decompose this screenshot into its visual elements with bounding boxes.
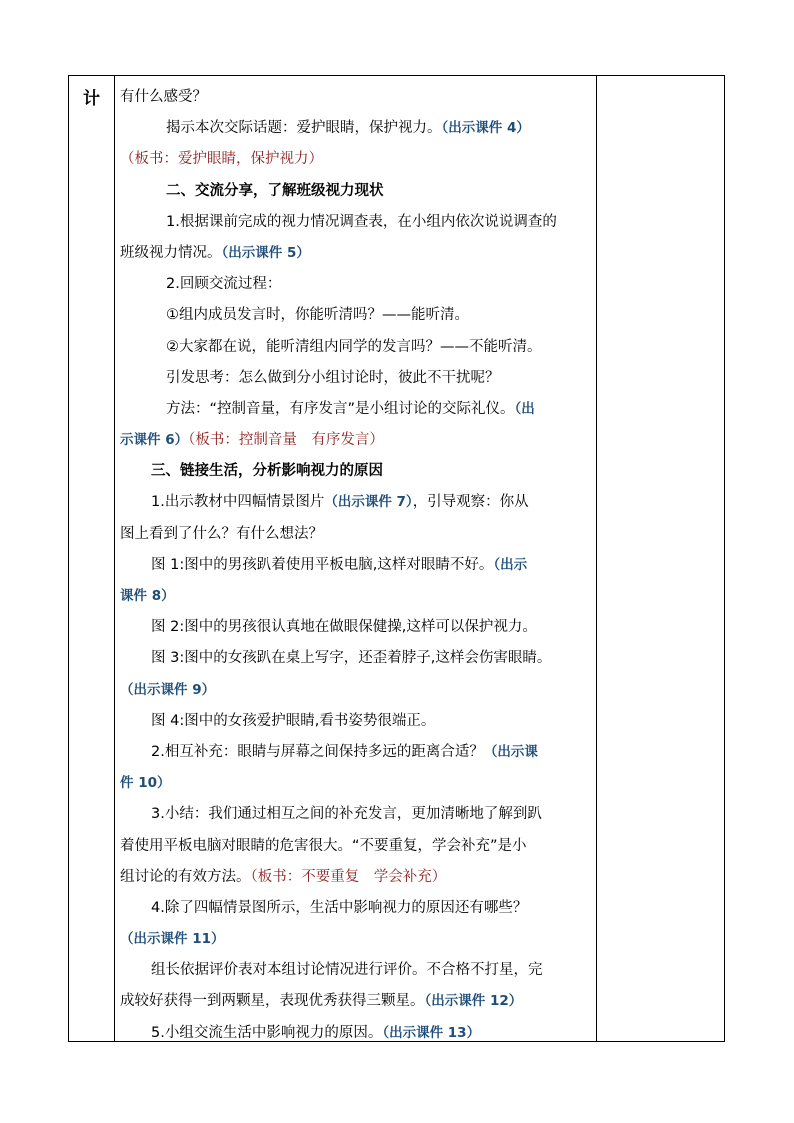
text-segment: 班级视力情况。 xyxy=(120,244,222,261)
text-line xyxy=(120,363,592,394)
text-line xyxy=(120,519,592,550)
text-segment: ②大家都在说，能听清组内同学的发言吗？——不能听清。 xyxy=(166,338,542,355)
text-line xyxy=(120,893,592,924)
text-segment: 组讨论的有效方法。 xyxy=(120,868,251,885)
text-segment: 引发思考：怎么做到分小组讨论时，彼此不干扰呢？ xyxy=(166,369,500,386)
text-line xyxy=(120,924,592,955)
courseware-ref: （出示课件 12） xyxy=(424,993,523,1010)
text-line xyxy=(120,144,592,175)
text-line xyxy=(120,1018,592,1049)
text-line xyxy=(120,612,592,643)
text-line xyxy=(120,176,592,207)
text-line xyxy=(120,581,592,612)
text-line xyxy=(120,768,592,799)
courseware-ref: （出示课件 9） xyxy=(120,681,216,698)
blackboard-note: （板书：爱护眼睛，保护视力） xyxy=(120,151,323,168)
courseware-ref: （出示 xyxy=(493,556,528,573)
courseware-ref: 件 10） xyxy=(120,775,171,792)
courseware-ref: （出示课件 5） xyxy=(221,244,310,261)
text-segment: 图 3:图中的女孩趴在桌上写字，还歪着脖子,这样会伤害眼睛。 xyxy=(151,650,552,667)
section-heading: 二、交流分享，了解班级视力现状 xyxy=(166,182,384,199)
courseware-ref: （出示课件 11） xyxy=(120,931,225,948)
text-segment: 揭示本次交际话题：爱护眼睛，保护视力。 xyxy=(166,120,442,137)
text-line xyxy=(120,425,592,456)
text-segment: 图 1:图中的男孩趴着使用平板电脑,这样对眼睛不好。 xyxy=(151,556,494,573)
text-line xyxy=(120,799,592,830)
text-line xyxy=(120,269,592,300)
courseware-ref: （出示课 xyxy=(483,743,538,760)
section-heading: 三、链接生活，分析影响视力的原因 xyxy=(151,463,383,480)
text-segment: 组长依据评价表对本组讨论情况进行评价。不合格不打星，完 xyxy=(151,962,543,979)
text-line xyxy=(120,332,592,363)
text-line xyxy=(120,238,592,269)
text-segment: 着使用平板电脑对眼睛的危害很大。“不要重复，学会补充”是小 xyxy=(120,837,527,854)
blackboard-note: （板书：控制音量 有序发言） xyxy=(188,432,384,449)
text-line xyxy=(120,300,592,331)
text-line xyxy=(120,550,592,581)
text-line xyxy=(120,831,592,862)
text-segment: 成较好获得一到两颗星，表现优秀获得三颗星。 xyxy=(120,993,425,1010)
text-line xyxy=(120,986,592,1017)
text-line xyxy=(120,643,592,674)
text-line xyxy=(120,706,592,737)
courseware-ref: 课件 8） xyxy=(120,588,175,604)
text-segment: 3.小结：我们通过相互之间的补充发言，更加清晰地了解到趴 xyxy=(151,806,542,823)
text-segment: 方法：“控制音量，有序发言”是小组讨论的交际礼仪。 xyxy=(166,400,515,417)
column-divider xyxy=(596,76,597,1041)
text-segment: 图 4:图中的女孩爱护眼睛,看书姿势很端正。 xyxy=(151,712,436,729)
text-segment: 2.相互补充：眼睛与屏幕之间保持多远的距离合适？ xyxy=(151,743,484,760)
courseware-ref: 示课件 6） xyxy=(120,432,189,449)
text-line xyxy=(120,394,592,425)
text-segment: 5.小组交流生活中影响视力的原因。 xyxy=(151,1024,383,1041)
text-line xyxy=(120,113,592,144)
column-divider xyxy=(114,76,115,1041)
text-line xyxy=(120,862,592,893)
text-line xyxy=(120,82,592,113)
text-line xyxy=(120,955,592,986)
courseware-ref: （出示课件 7） xyxy=(324,494,413,511)
text-segment: ，引导观察：你从 xyxy=(412,494,529,511)
text-segment: 4.除了四幅情景图所示，生活中影响视力的原因还有哪些？ xyxy=(151,899,528,916)
text-segment: 2.回顾交流过程： xyxy=(166,276,282,293)
text-line xyxy=(120,487,592,518)
text-line xyxy=(120,737,592,768)
text-segment: 图上看到了什么？有什么想法？ xyxy=(120,525,323,542)
text-segment: 图 2:图中的男孩很认真地在做眼保健操,这样可以保护视力。 xyxy=(151,619,537,636)
courseware-ref: （出示课件 13） xyxy=(382,1024,481,1041)
section-label: 计 xyxy=(83,89,100,109)
text-segment: ①组内成员发言时，你能听清吗？——能听清。 xyxy=(166,307,469,324)
text-segment: 有什么感受？ xyxy=(120,89,207,105)
courseware-ref: （出 xyxy=(514,400,535,417)
blackboard-note: （板书：不要重复 学会补充） xyxy=(250,868,447,885)
text-line xyxy=(120,675,592,706)
lesson-content xyxy=(120,82,592,1049)
text-line xyxy=(120,207,592,238)
courseware-ref: （出示课件 4） xyxy=(441,120,530,137)
text-segment: 1.出示教材中四幅情景图片 xyxy=(151,494,325,511)
text-line xyxy=(120,456,592,487)
lesson-table xyxy=(68,75,725,1042)
text-segment: 1.根据课前完成的视力情况调查表，在小组内依次说说调查的 xyxy=(166,213,557,230)
